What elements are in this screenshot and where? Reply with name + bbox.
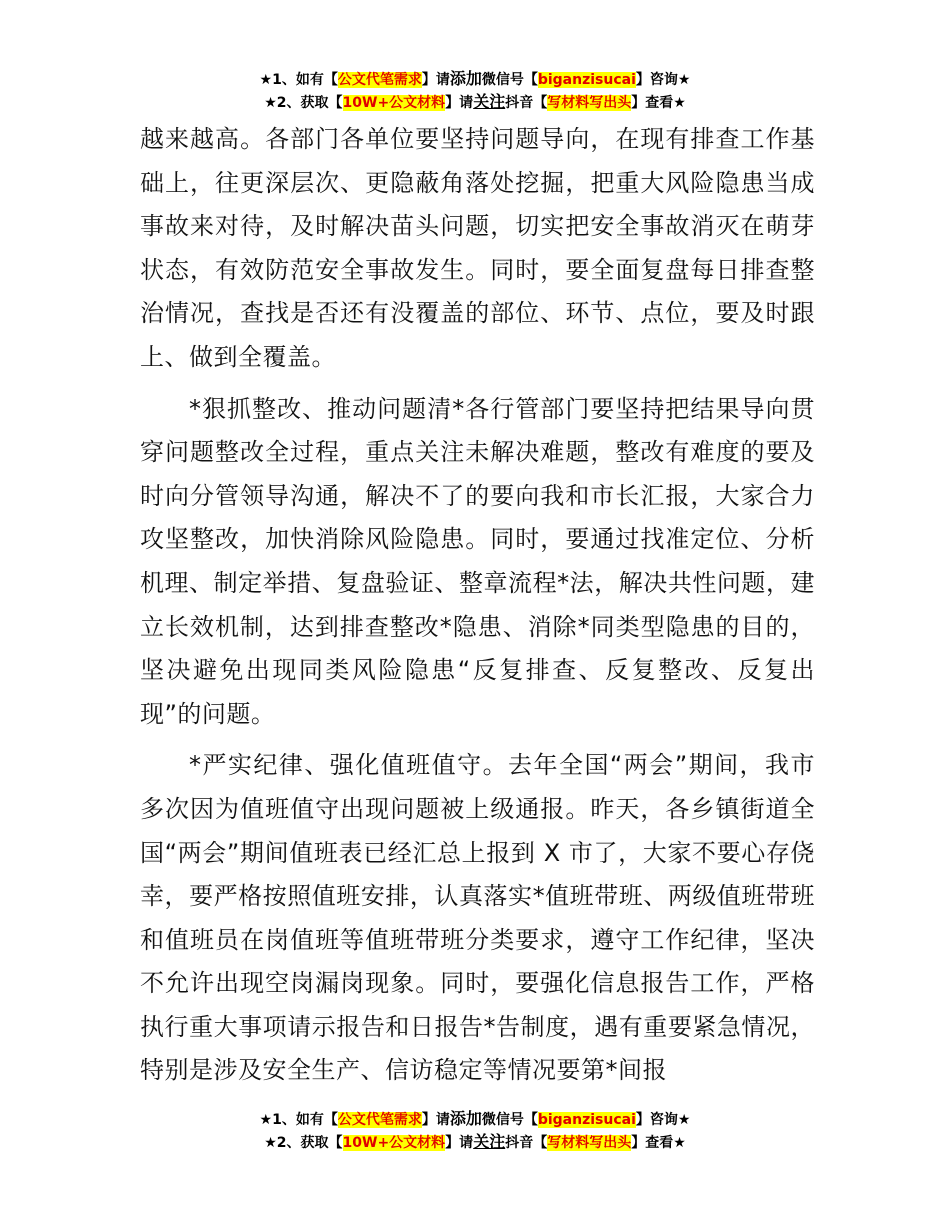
document-body [140,118,815,1101]
banner-text: 抖音【 [505,95,548,111]
banner-text: ★1、如有【 [259,72,338,88]
paragraph: *狠抓整改、推动问题清*各行管部门要坚持把结果导向贯穿问题整改全过程，重点关注未解决难题，整改有难度的要及时向分管领导沟通，解决不了的要向我和市长汇报，大家合力攻坚整改，加快消除风险隐患。同时，要通过找准定位、分析机理、制定举措、复盘验证、整章流程*法，解决共性问题，建立长效机制，达到排查整改*隐患、消除*同类型隐患的目的，坚决避免出现同类风险隐患“反复排查、反复整改、反复出现”的问题。 [140,394,815,728]
banner-highlight: 10W+公文材料 [342,1135,446,1151]
banner-text: 微信号【 [481,1112,538,1128]
banner-line-1 [0,68,950,91]
banner-emphasis: 添加 [449,69,482,88]
banner-highlight: 公文代笔需求 [337,1112,422,1128]
banner-text: 】查看★ [631,1135,686,1151]
banner-highlight: 公文代笔需求 [337,72,422,88]
banner-text: ★2、获取【 [264,95,343,111]
banner-highlight: 写材料写出头 [547,1135,632,1151]
banner-text: 】咨询★ [635,72,691,88]
banner-line-1 [0,1108,950,1131]
banner-text: 】请 [445,95,474,111]
banner-text: 】请 [421,1112,450,1128]
header-banner [0,68,950,114]
paragraph: 越来越高。各部门各单位要坚持问题导向，在现有排查工作基础上，往更深层次、更隐蔽角落处挖掘，把重大风险隐患当成事故来对待，及时解决苗头问题，切实把安全事故消灭在萌芽状态，有效防范安全事故发生。同时，要全面复盘每日排查整治情况，查找是否还有没覆盖的部位、环节、点位，要及时跟上、做到全覆盖。 [140,125,815,371]
banner-emphasis: 关注 [473,92,506,111]
banner-line-2 [0,1131,950,1154]
banner-line-2 [0,91,950,114]
banner-highlight: 写材料写出头 [547,95,632,111]
banner-highlight: biganzisucai [537,72,636,88]
banner-text: 】咨询★ [635,1112,691,1128]
banner-text: ★1、如有【 [259,1112,338,1128]
paragraph: *严实纪律、强化值班值守。去年全国“两会”期间，我市多次因为值班值守出现问题被上级通报。昨天，各乡镇街道全国“两会”期间值班表已经汇总上报到 X 市了，大家不要心存侥幸，要严格按照值班安排，认真落实*值班带班、两级值班带班和值班员在岗值班等值班带班分类要求，遵守工作纪律，坚决不允许出现空岗漏岗现象。同时，要强化信息报告工作，严格执行重大事项请示报告和日报告*告制度，遇有重要紧急情况，特别是涉及安全生产、信访稳定等情况要第*间报 [140,751,815,1085]
banner-highlight: biganzisucai [537,1112,636,1128]
banner-text: 】请 [445,1135,474,1151]
banner-emphasis: 添加 [449,1109,482,1128]
banner-text: 微信号【 [481,72,538,88]
banner-highlight: 10W+公文材料 [342,95,446,111]
banner-text: ★2、获取【 [264,1135,343,1151]
banner-emphasis: 关注 [473,1132,506,1151]
footer-banner [0,1108,950,1154]
banner-text: 抖音【 [505,1135,548,1151]
banner-text: 】查看★ [631,95,686,111]
banner-text: 】请 [421,72,450,88]
